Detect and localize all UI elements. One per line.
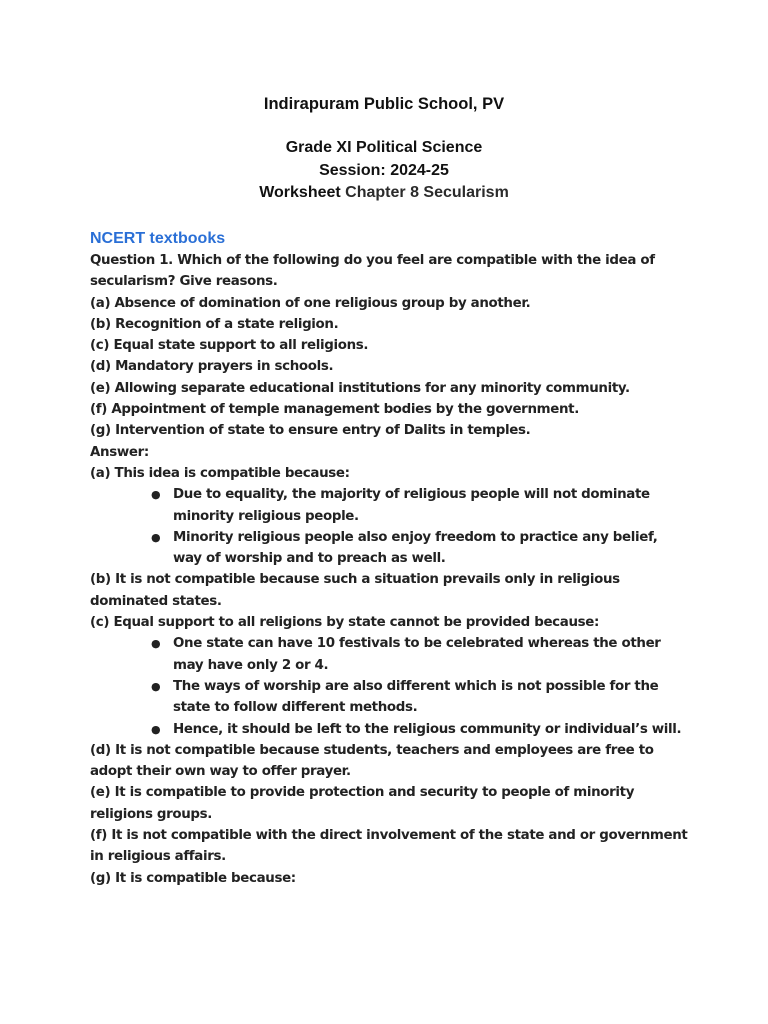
bullet-icon: ● <box>151 530 161 544</box>
bullet-icon: ● <box>151 722 161 736</box>
answer-e: (e) It is compatible to provide protection and security to people of minority religions groups. <box>90 785 635 822</box>
answer-b: (b) It is not compatible because such a situation prevails only in religious dominated states. <box>90 572 620 609</box>
worksheet-label: Worksheet <box>259 184 341 201</box>
section-title: NCERT textbooks <box>90 230 226 247</box>
answer-a-bullets <box>90 484 690 569</box>
option-d: (d) Mandatory prayers in schools. <box>90 359 334 375</box>
session-title: Session: 2024-25 <box>319 162 449 179</box>
bullet-item <box>151 719 690 740</box>
bullet-text: Due to equality, the majority of religious people will not dominate minority religious people. <box>173 487 650 524</box>
answer-g: (g) It is compatible because: <box>90 870 296 886</box>
bullet-icon: ● <box>151 637 161 651</box>
bullet-text: The ways of worship are also different which is not possible for the state to follow different methods. <box>173 678 659 716</box>
grade-title: Grade XI Political Science <box>285 139 483 156</box>
bullet-item <box>151 527 690 570</box>
worksheet-chapter: Chapter 8 Secularism <box>345 184 509 201</box>
option-g: (g) Intervention of state to ensure entry of Dalits in temples. <box>90 423 531 439</box>
answer-f: (f) It is not compatible with the direct involvement of the state and or government in religious affairs. <box>90 828 688 865</box>
option-e: (e) Allowing separate educational institutions for any minority community. <box>90 380 630 396</box>
bullet-icon: ● <box>151 488 161 502</box>
worksheet-title <box>0 182 768 204</box>
answer-c-bullets <box>90 633 690 739</box>
answer-d: (d) It is not compatible because students, teachers and employees are free to adopt their own way to offer prayer. <box>90 742 654 780</box>
answer-c: (c) Equal support to all religions by state cannot be provided because: <box>90 615 599 631</box>
option-c: (c) Equal state support to all religions. <box>90 338 369 354</box>
bullet-text: Hence, it should be left to the religious community or individual’s will. <box>173 721 682 737</box>
question-text: Question 1. Which of the following do you feel are compatible with the idea of secularism? Give reasons. <box>90 253 655 290</box>
option-b: (b) Recognition of a state religion. <box>90 316 339 332</box>
worksheet-body <box>90 228 690 889</box>
bullet-item <box>151 633 690 676</box>
bullet-text: One state can have 10 festivals to be celebrated whereas the other may have only 2 or 4. <box>173 636 661 673</box>
bullet-item <box>151 676 690 719</box>
answer-a: (a) This idea is compatible because: <box>90 465 350 481</box>
school-name: Indirapuram Public School, PV <box>263 95 505 113</box>
bullet-item <box>151 484 690 527</box>
bullet-icon: ● <box>151 679 161 693</box>
option-f: (f) Appointment of temple management bodies by the government. <box>90 402 579 418</box>
answer-label: Answer: <box>90 444 149 460</box>
option-a: (a) Absence of domination of one religious group by another. <box>90 295 531 311</box>
bullet-text: Minority religious people also enjoy freedom to practice any belief, way of worship and to preach as well. <box>173 529 658 567</box>
